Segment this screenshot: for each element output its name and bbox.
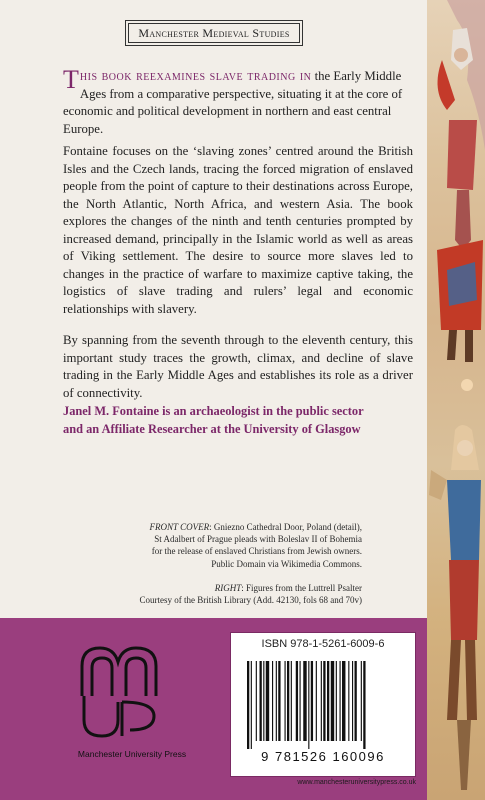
lead-caps-text: his book reexamines slave trading in [79,68,312,84]
manchester-university-press-logo-icon [70,636,170,746]
isbn-text: ISBN 978-1-5261-6009-6 [261,638,385,650]
right-image-credit-line-1: : Figures from the Luttrell Psalter [241,583,362,593]
front-cover-credit-line-2: St Adalbert of Prague pleads with Boleslav II of Bohemia [154,534,362,545]
publisher-name: Manchester University Press [77,749,187,759]
series-label: Manchester Medieval Studies [138,25,290,40]
series-label-box [125,20,303,46]
author-bio-line-2: and an Affiliate Researcher at the University of Glasgow [63,421,361,436]
front-cover-credit-line-1: : Gniezno Cathedral Door, Poland (detail), [209,522,362,532]
description-paragraph-2: Fontaine focuses on the ‘slaving zones’ centred around the British Isles and the Czech lands, tracing the forced migration of enslaved people from the point of capture to their destinations across Europe, the North Atlantic, North Africa, and western Asia. The book explores the changes of the ninth and tenth centuries prompted by increased demand, principally in the Islamic world as well as areas of Viking settlement. The desire to source more slaves led to changes in the practice of warfare to maximize captive taking, the logistics of slave trading and rulers’ legal and economic relationships with slavery. [63,144,413,316]
drop-cap: T [63,65,79,94]
right-image-credit-label: RIGHT [214,583,242,593]
author-bio-line-1: Janel M. Fontaine is an archaeologist in the public sector [63,404,364,418]
front-cover-credit [150,521,362,570]
manuscript-figures-art [427,0,485,800]
front-cover-credit-line-3: for the release of enslaved Christians from Jewish owners. [151,546,362,557]
lead-rest-text: the Early Middle Ages from a comparative perspective, situating it at the core of economic and political development in northern and east central Europe. [63,69,403,136]
barcode-digits: 9 781526 160096 [261,749,385,764]
front-cover-credit-line-4: Public Domain via Wikimedia Commons. [211,558,362,569]
right-image-credit-line-2: Courtesy of the British Library (Add. 42130, fols 68 and 70v) [139,595,362,606]
luttrell-psalter-illustration [427,0,485,800]
barcode-icon [245,661,401,749]
author-bio [63,403,413,438]
front-cover-credit-label: FRONT COVER [149,522,210,532]
description-paragraph-3: By spanning from the seventh through to the eleventh century, this important study traces the growth, climax, and decline of slave trading in the Early Middle Ages and establishes its role as a driver of connectivity. [63,333,413,400]
isbn-barcode-panel [230,632,416,777]
lead-paragraph [63,65,413,138]
publisher-website: www.manchesteruniversitypress.co.uk [297,779,416,786]
right-image-credit [140,582,362,606]
